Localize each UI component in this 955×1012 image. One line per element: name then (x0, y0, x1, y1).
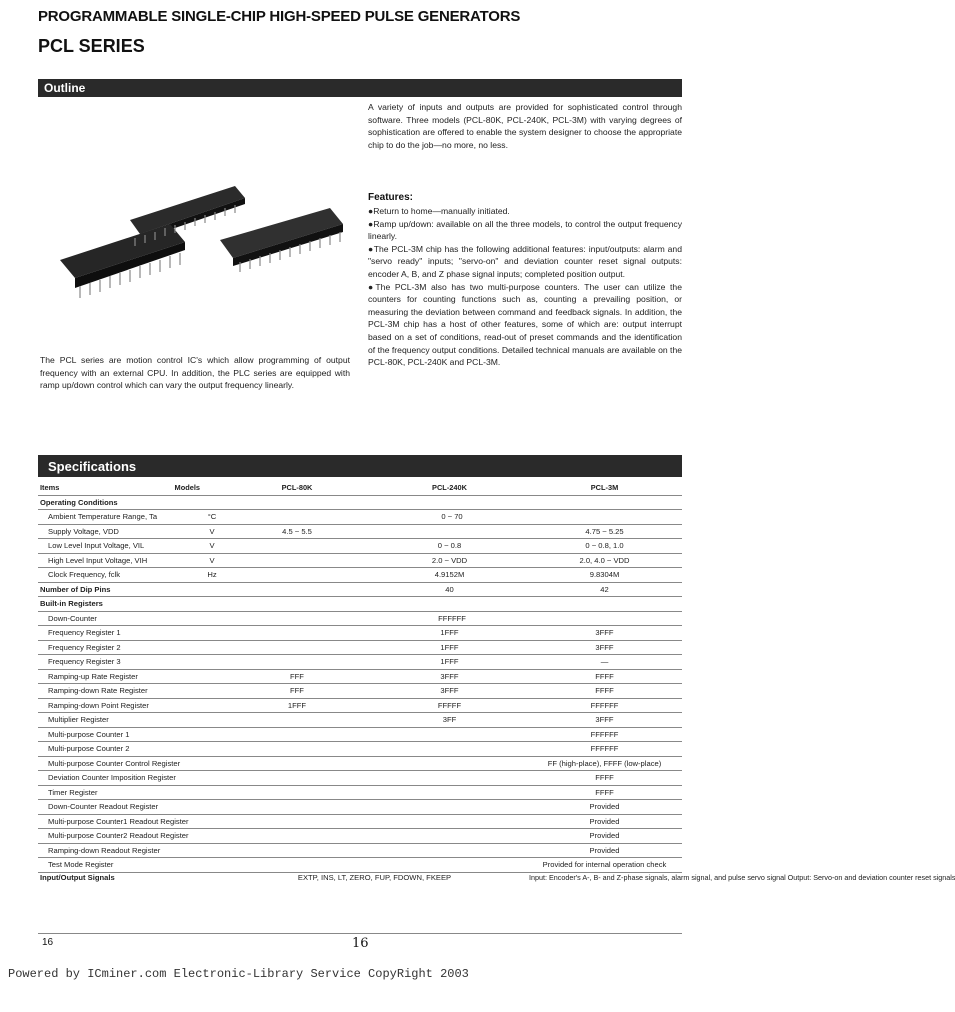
row-item-label: Deviation Counter Imposition Register (48, 773, 176, 783)
row-value-pcl3m: 3FFF (595, 642, 614, 652)
row-item-label: Operating Conditions (40, 497, 118, 507)
row-value-pcl80k (222, 771, 372, 786)
row-value-pcl3m: 42 (600, 584, 609, 594)
row-value-pcl3m: 0 ~ 0.8, 1.0 (585, 541, 624, 551)
row-item-label: Test Mode Register (48, 860, 114, 870)
row-value-pcl80k (222, 800, 372, 815)
io-signals-common: EXTP, INS, LT, ZERO, FUP, FDOWN, FKEEP (297, 872, 452, 882)
row-unit (202, 843, 222, 858)
row-unit (202, 597, 222, 612)
col-header-pcl3m: PCL-3M (590, 483, 619, 493)
row-item-label: Down-Counter (48, 613, 97, 623)
row-unit (202, 713, 222, 728)
table-row (38, 727, 682, 742)
row-value-pcl3m (527, 597, 682, 612)
row-item-label: Multi-purpose Counter1 Readout Register (48, 816, 189, 826)
row-value-pcl80k: 1FFF (287, 700, 307, 710)
row-unit (202, 655, 222, 670)
table-row (38, 510, 682, 525)
document-title: PROGRAMMABLE SINGLE-CHIP HIGH-SPEED PULSE GENERATORS (38, 8, 521, 25)
table-row (38, 553, 682, 568)
col-header-models: Models (174, 483, 200, 493)
row-value-all-models: FFFFFF (438, 613, 466, 623)
row-unit (202, 698, 222, 713)
row-item-label: Ramping-down Readout Register (48, 845, 161, 855)
table-row (38, 771, 682, 786)
row-item-label: Timer Register (48, 787, 98, 797)
row-value-pcl80k: 4.5 ~ 5.5 (282, 526, 312, 536)
row-value-pcl80k (222, 742, 372, 757)
col-header-pcl240k: PCL-240K (432, 483, 467, 493)
row-unit (202, 669, 222, 684)
row-item-label: Ramping-down Point Register (48, 700, 149, 710)
row-value-pcl80k (222, 727, 372, 742)
row-value-pcl3m: Provided (589, 802, 620, 812)
row-value-pcl3m: FFFFFF (590, 729, 619, 739)
table-row (38, 814, 682, 829)
row-value-pcl80k (222, 858, 372, 873)
row-unit (202, 858, 222, 873)
row-value-pcl3m: FFFFFF (590, 700, 619, 710)
row-value-pcl240k: 1FFF (440, 628, 459, 638)
row-item-label: Frequency Register 1 (48, 628, 121, 638)
series-title: PCL SERIES (38, 36, 145, 56)
row-value-pcl240k (372, 756, 527, 771)
feature-item: ●Return to home—manually initiated. (368, 206, 510, 216)
row-unit (202, 785, 222, 800)
row-unit: Hz (207, 570, 217, 580)
row-value-pcl3m: Provided (589, 831, 620, 841)
row-value-all-models: 0 ~ 70 (441, 512, 463, 522)
outline-heading-bar (38, 79, 682, 97)
row-value-pcl240k (372, 495, 527, 510)
row-item-label: Built-in Registers (40, 599, 103, 609)
row-unit (202, 611, 222, 626)
row-value-pcl80k (222, 756, 372, 771)
row-unit (202, 800, 222, 815)
table-row (38, 742, 682, 757)
row-item-label: Multi-purpose Counter 2 (48, 744, 130, 754)
feature-item: ●The PCL-3M also has two multi-purpose counters. The user can utilize the counters for counting functions such as, counting a prevailing position, or measuring the deviation between command and feedback signals. In addition, the PCL-3M chip has a host of other features, some of which are: output interrupt based on a set of conditions, read-out of preset commands and the identification of the frequency output conditions. Detailed technical manuals are available on the PCL-80K, PCL-240K and PCL-3M. (368, 281, 682, 368)
row-value-pcl240k: 1FFF (440, 657, 459, 667)
row-value-pcl240k (372, 742, 527, 757)
row-value-pcl240k: 3FFF (440, 686, 459, 696)
row-value-pcl3m: Provided (589, 816, 620, 826)
row-value-pcl3m (527, 495, 682, 510)
features-list (368, 205, 682, 369)
row-value-pcl240k: 1FFF (440, 642, 459, 652)
row-value-pcl80k (222, 785, 372, 800)
row-value-pcl80k: FFF (290, 686, 304, 696)
table-row (38, 669, 682, 684)
row-value-pcl3m: FFFF (595, 686, 614, 696)
row-unit: V (209, 526, 215, 536)
row-value-pcl240k: 0 ~ 0.8 (437, 541, 462, 551)
specifications-heading-bar (38, 455, 682, 477)
row-value-pcl240k: 4.9152M (434, 570, 465, 580)
row-unit (202, 727, 222, 742)
row-value-pcl80k (222, 597, 372, 612)
table-row (38, 626, 682, 641)
row-value-pcl80k (222, 814, 372, 829)
row-value-pcl240k (372, 727, 527, 742)
chip-right (220, 208, 343, 266)
row-value-pcl80k (222, 539, 372, 554)
row-value-pcl240k: 2.0 ~ VDD (431, 555, 468, 565)
chip-front (60, 224, 185, 288)
table-row (38, 640, 682, 655)
specifications-heading: Specifications (48, 459, 137, 474)
row-unit (202, 495, 222, 510)
row-item-label: Clock Frequency, fclk (48, 570, 121, 580)
features-title: Features: (368, 192, 414, 203)
row-item-label: Frequency Register 2 (48, 642, 121, 652)
row-value-pcl80k (222, 626, 372, 641)
table-row (38, 785, 682, 800)
row-item-label: Frequency Register 3 (48, 657, 121, 667)
row-unit (202, 626, 222, 641)
row-item-label: Low Level Input Voltage, VIL (48, 541, 145, 551)
row-value-pcl3m: FFFF (595, 671, 614, 681)
table-row (38, 655, 682, 670)
ic-chips-photo (55, 180, 355, 340)
row-value-pcl3m: FFFF (595, 787, 614, 797)
specifications-table (38, 481, 955, 934)
io-signals-pcl3m: Input: Encoder's A-, B- and Z-phase signals, alarm signal, and pulse servo signal Output: Servo-on and deviation counter reset signals (529, 872, 955, 882)
outline-heading: Outline (44, 81, 86, 95)
row-value-pcl80k: FFF (290, 671, 304, 681)
table-row (38, 611, 682, 626)
table-row (38, 800, 682, 815)
row-unit: V (209, 541, 215, 551)
row-value-pcl3m: Provided (589, 845, 620, 855)
col-header-pcl80k: PCL-80K (281, 483, 313, 493)
table-row (38, 698, 682, 713)
row-value-pcl80k (222, 568, 372, 583)
row-unit (202, 582, 222, 597)
table-row (38, 843, 682, 858)
row-item-label: Down-Counter Readout Register (48, 802, 159, 812)
table-row (38, 597, 682, 612)
row-value-pcl240k (372, 524, 527, 539)
row-value-pcl240k (372, 829, 527, 844)
table-row (38, 684, 682, 699)
row-unit (202, 771, 222, 786)
row-unit (202, 640, 222, 655)
table-row (38, 858, 682, 873)
page-number: 16 (42, 937, 54, 948)
table-row-io-signals (38, 872, 682, 933)
table-row (38, 829, 682, 844)
row-item-label: Ambient Temperature Range, Ta (48, 512, 158, 522)
row-unit: V (209, 555, 215, 565)
row-item-label: High Level Input Voltage, VIH (48, 555, 148, 565)
table-row (38, 539, 682, 554)
feature-item: ●The PCL-3M chip has the following additional features: input/outputs: alarm and "servo ready" inputs; "servo-on" and deviation counter reset signal outputs: encoder A, B, and Z phase signal inputs; completed position output. (368, 243, 682, 279)
row-value-pcl3m: 9.8304M (589, 570, 620, 580)
row-value-pcl240k (372, 597, 527, 612)
row-item-label: Number of Dip Pins (40, 584, 111, 594)
row-value-pcl3m: FF (high-place), FFFF (low-place) (547, 758, 662, 768)
row-value-pcl240k (372, 771, 527, 786)
row-value-pcl80k (222, 829, 372, 844)
row-item-label: Multi-purpose Counter2 Readout Register (48, 831, 189, 841)
row-unit (202, 829, 222, 844)
row-value-pcl80k (222, 713, 372, 728)
footer-credit: Powered by ICminer.com Electronic-Library Service CopyRight 2003 (8, 967, 469, 981)
row-value-pcl80k (222, 495, 372, 510)
row-value-pcl240k (372, 843, 527, 858)
row-value-pcl240k: FFFFF (437, 700, 462, 710)
row-value-pcl240k: 3FF (442, 715, 457, 725)
row-value-pcl3m: 3FFF (595, 628, 614, 638)
row-value-pcl240k (372, 858, 527, 873)
row-value-pcl240k: 3FFF (440, 671, 459, 681)
row-item-label: Ramping-down Rate Register (48, 686, 148, 696)
row-value-pcl240k: 40 (445, 584, 454, 594)
row-value-pcl80k (222, 582, 372, 597)
row-value-pcl80k (222, 843, 372, 858)
row-item-label: Multi-purpose Counter 1 (48, 729, 130, 739)
row-value-pcl240k (372, 814, 527, 829)
row-item-label: Supply Voltage, VDD (48, 526, 119, 536)
table-row (38, 713, 682, 728)
row-value-pcl80k (222, 640, 372, 655)
table-row (38, 756, 682, 771)
io-signals-label: Input/Output Signals (40, 872, 115, 882)
row-unit (202, 756, 222, 771)
row-value-pcl3m: Provided for internal operation check (542, 860, 667, 870)
feature-item: ●Ramp up/down: available on all the three models, to control the output frequency linearly. (368, 218, 682, 242)
row-value-pcl3m: 4.75 ~ 5.25 (585, 526, 624, 536)
row-item-label: Multiplier Register (48, 715, 109, 725)
row-value-pcl3m: FFFFFF (590, 744, 619, 754)
row-item-label: Ramping-up Rate Register (48, 671, 138, 681)
table-row (38, 582, 682, 597)
row-value-pcl3m: — (600, 657, 609, 667)
row-value-pcl240k (372, 785, 527, 800)
table-header-row (38, 481, 682, 495)
row-unit: °C (207, 512, 217, 522)
col-header-items: Items Models (40, 483, 200, 493)
table-row (38, 495, 682, 510)
row-unit (202, 684, 222, 699)
table-row (38, 568, 682, 583)
handwritten-page-mark: 16 (352, 936, 369, 951)
row-value-pcl3m: 3FFF (595, 715, 614, 725)
row-value-pcl80k (222, 553, 372, 568)
row-unit (202, 742, 222, 757)
row-unit (202, 814, 222, 829)
table-row (38, 524, 682, 539)
outline-left-text: The PCL series are motion control IC's which allow programming of output frequency with an external CPU. In addition, the PLC series are equipped with ramp up/down control which can vary the output frequency linearly. (40, 355, 350, 391)
row-value-pcl3m: FFFF (595, 773, 614, 783)
row-item-label: Multi-purpose Counter Control Register (48, 758, 181, 768)
row-value-pcl240k (372, 800, 527, 815)
row-value-pcl3m: 2.0, 4.0 ~ VDD (579, 555, 630, 565)
outline-intro: A variety of inputs and outputs are provided for sophisticated control through software. Three models (PCL-80K, PCL-240K, PCL-3M) with varying degrees of sophistication are offered to enable the system designer to choose the appropriate chip to do the job—no more, no less. (368, 102, 682, 150)
table-body (38, 495, 682, 872)
row-value-pcl80k (222, 655, 372, 670)
